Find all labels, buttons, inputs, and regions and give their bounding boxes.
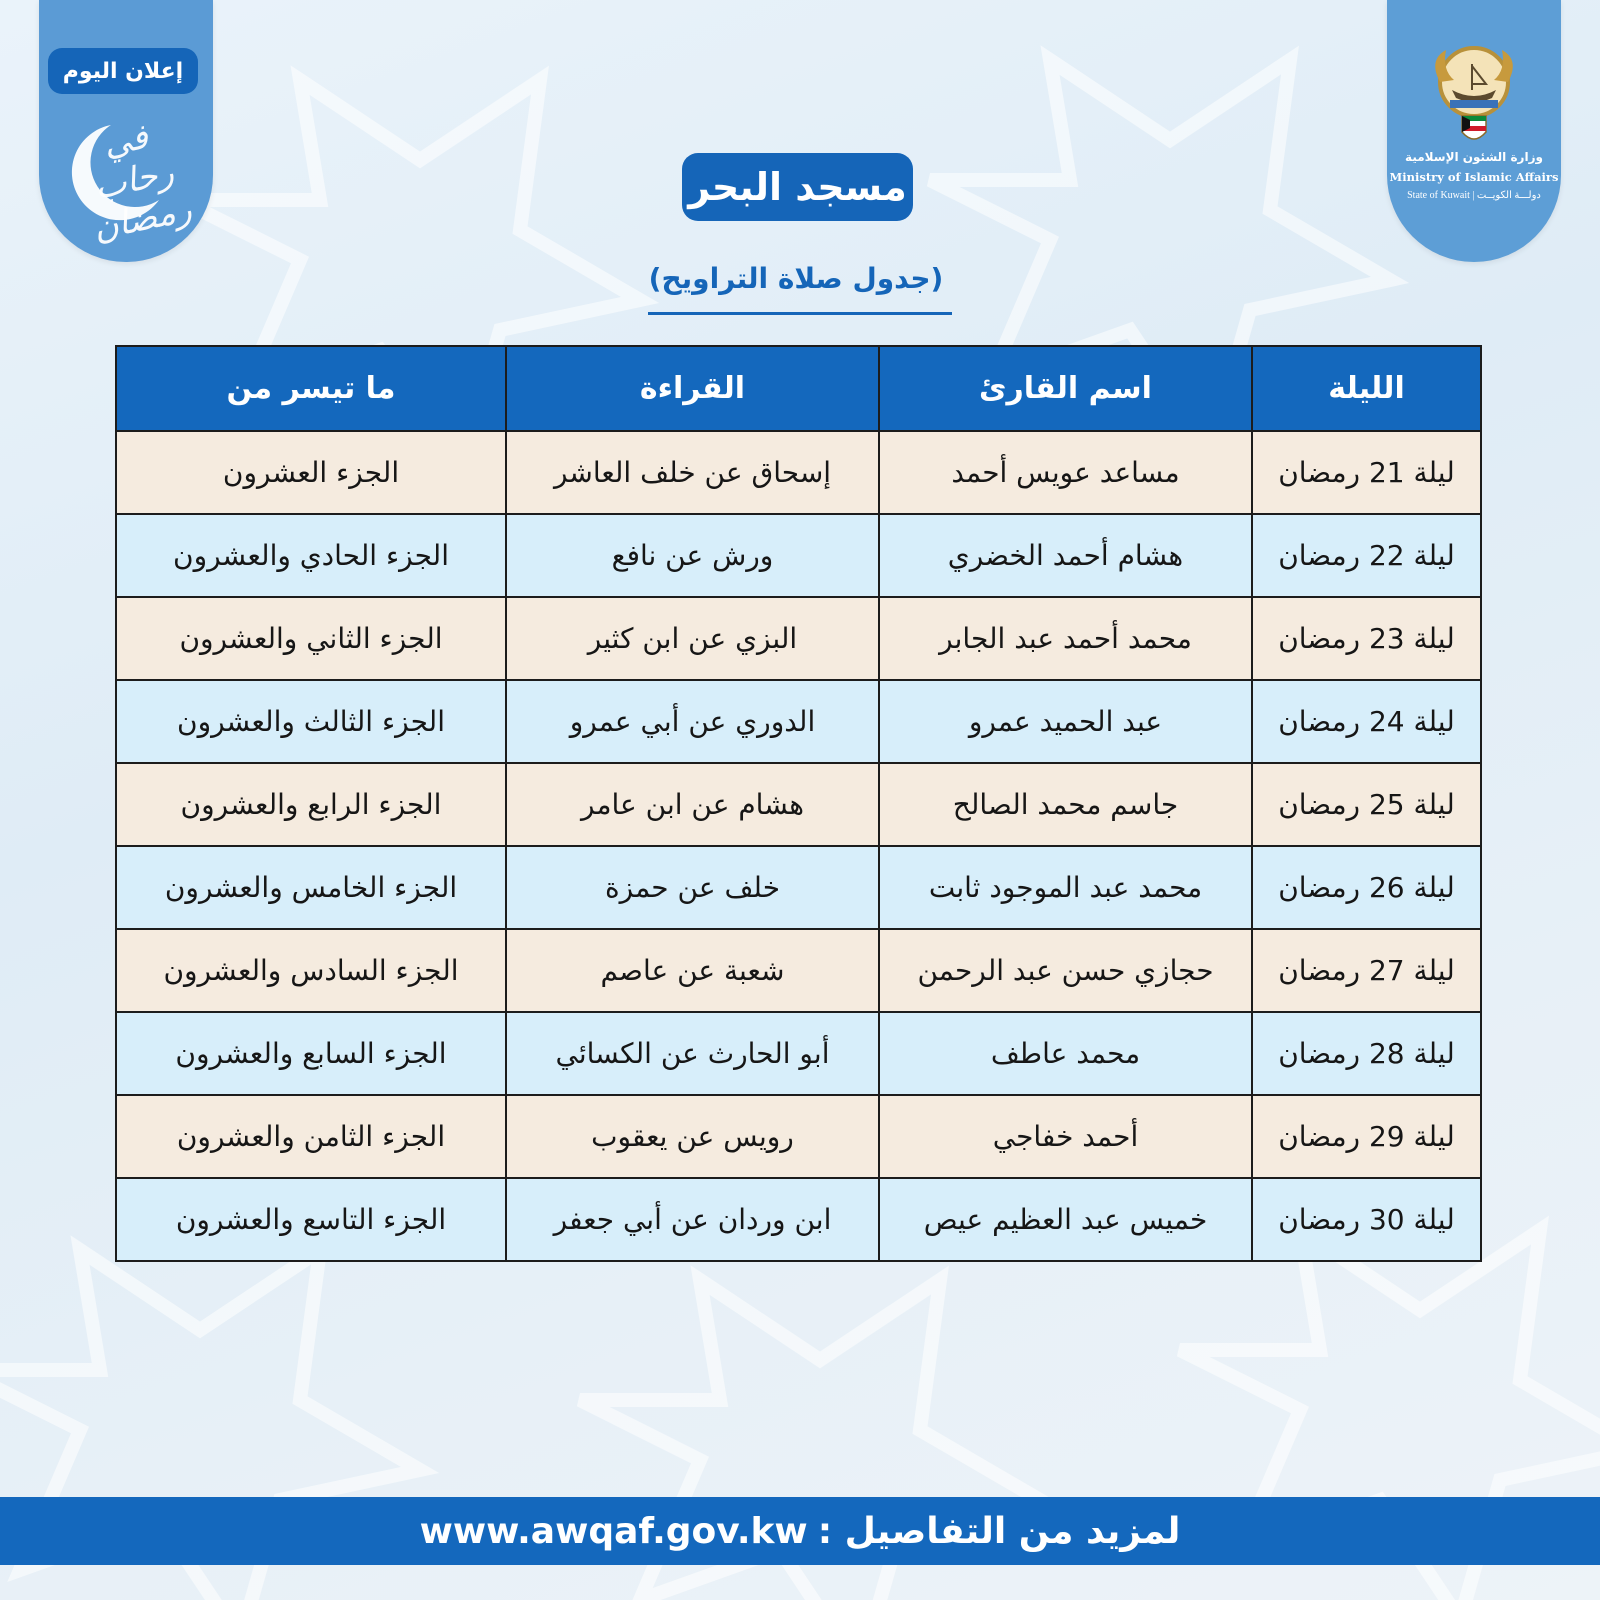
part-cell: الجزء الثامن والعشرون [116, 1095, 506, 1178]
footer-label: لمزيد من التفاصيل : [817, 1510, 1181, 1552]
table-row [116, 846, 1481, 929]
column-header-reader: اسم القارئ [879, 346, 1252, 431]
ramadan-logo-text: في رحاب رمضان [89, 116, 196, 250]
reader-cell: محمد عاطف [879, 1012, 1252, 1095]
table-row [116, 680, 1481, 763]
reader-cell: أحمد خفاجي [879, 1095, 1252, 1178]
table-header-row [116, 346, 1481, 431]
table-row [116, 1178, 1481, 1261]
reader-cell: جاسم محمد الصالح [879, 763, 1252, 846]
reading-cell: ابن وردان عن أبي جعفر [506, 1178, 879, 1261]
reading-cell: هشام عن ابن عامر [506, 763, 879, 846]
reading-cell: خلف عن حمزة [506, 846, 879, 929]
ministry-name-arabic: وزارة الشئون الإسلامية [1405, 150, 1543, 164]
part-cell: الجزء الخامس والعشرون [116, 846, 506, 929]
part-cell: الجزء السادس والعشرون [116, 929, 506, 1012]
footer-bar [0, 1497, 1600, 1565]
reading-cell: شعبة عن عاصم [506, 929, 879, 1012]
reading-cell: ورش عن نافع [506, 514, 879, 597]
reading-cell: الدوري عن أبي عمرو [506, 680, 879, 763]
table-row [116, 514, 1481, 597]
night-cell: ليلة 25 رمضان [1252, 763, 1481, 846]
reader-cell: محمد أحمد عبد الجابر [879, 597, 1252, 680]
kuwait-emblem-icon [1424, 40, 1524, 150]
part-cell: الجزء الحادي والعشرون [116, 514, 506, 597]
reader-cell: خميس عبد العظيم عيص [879, 1178, 1252, 1261]
reader-cell: هشام أحمد الخضري [879, 514, 1252, 597]
night-cell: ليلة 27 رمضان [1252, 929, 1481, 1012]
night-cell: ليلة 23 رمضان [1252, 597, 1481, 680]
today-announcement-label: إعلان اليوم [48, 48, 198, 94]
table-row [116, 597, 1481, 680]
reading-cell: أبو الحارث عن الكسائي [506, 1012, 879, 1095]
subtitle-underline [648, 312, 952, 315]
table-row [116, 929, 1481, 1012]
reading-cell: إسحاق عن خلف العاشر [506, 431, 879, 514]
reader-cell: حجازي حسن عبد الرحمن [879, 929, 1252, 1012]
schedule-subtitle: (جدول صلاة التراويح) [648, 262, 944, 295]
part-cell: الجزء الرابع والعشرون [116, 763, 506, 846]
table-row [116, 1012, 1481, 1095]
night-cell: ليلة 28 رمضان [1252, 1012, 1481, 1095]
column-header-reading: القراءة [506, 346, 879, 431]
night-cell: ليلة 29 رمضان [1252, 1095, 1481, 1178]
table-row [116, 1095, 1481, 1178]
night-cell: ليلة 26 رمضان [1252, 846, 1481, 929]
table-row [116, 763, 1481, 846]
part-cell: الجزء الثاني والعشرون [116, 597, 506, 680]
ramadan-badge [39, 0, 213, 262]
reader-cell: عبد الحميد عمرو [879, 680, 1252, 763]
night-cell: ليلة 30 رمضان [1252, 1178, 1481, 1261]
part-cell: الجزء العشرون [116, 431, 506, 514]
part-cell: الجزء السابع والعشرون [116, 1012, 506, 1095]
column-header-part: ما تيسر من [116, 346, 506, 431]
website-link[interactable]: www.awqaf.gov.kw [419, 1510, 808, 1552]
ministry-badge [1387, 0, 1561, 262]
reading-cell: البزي عن ابن كثير [506, 597, 879, 680]
state-of-kuwait-line: State of Kuwait | دولـــة الكويــت [1407, 190, 1541, 201]
mosque-name-title: مسجد البحر [682, 153, 913, 221]
reader-cell: محمد عبد الموجود ثابت [879, 846, 1252, 929]
table-row [116, 431, 1481, 514]
night-cell: ليلة 21 رمضان [1252, 431, 1481, 514]
night-cell: ليلة 22 رمضان [1252, 514, 1481, 597]
reading-cell: رويس عن يعقوب [506, 1095, 879, 1178]
night-cell: ليلة 24 رمضان [1252, 680, 1481, 763]
part-cell: الجزء التاسع والعشرون [116, 1178, 506, 1261]
part-cell: الجزء الثالث والعشرون [116, 680, 506, 763]
reader-cell: مساعد عويس أحمد [879, 431, 1252, 514]
taraweeh-schedule-table [115, 345, 1482, 1262]
column-header-night: الليلة [1252, 346, 1481, 431]
ministry-name-english: Ministry of Islamic Affairs [1389, 170, 1559, 184]
